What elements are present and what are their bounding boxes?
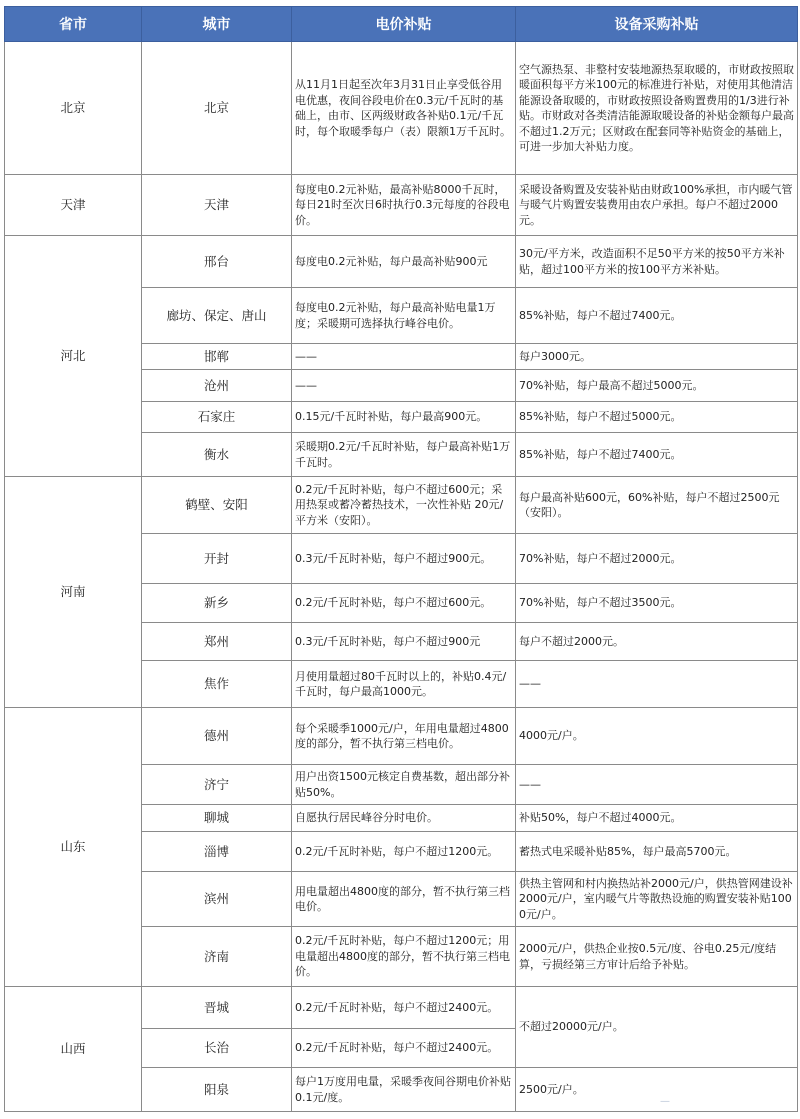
electricity-cell: 0.3元/千瓦时补贴，每户不超过900元 (292, 623, 516, 661)
equipment-cell: 空气源热泵、非整村安装地源热泵取暖的，市财政按照取暖面积每平方米100元的标准进行补贴，对使用其他清洁能源设备取暖的，市财政按照设备购置费用的1/3进行补贴。市财政对各类清洁能源取暖设备的补贴金额每户最高不超过1.2万元；区财政在配套同等补贴资金的基础上，可进一步加大补贴力度。 (516, 42, 798, 175)
equipment-cell: 2500元/户。 (516, 1068, 798, 1112)
equipment-cell: 每户最高补贴600元，60%补贴，每户不超过2500元（安阳）。 (516, 477, 798, 534)
electricity-cell: 每度电0.2元补贴，每户最高补贴电量1万度；采暖期可选择执行峰谷电价。 (292, 288, 516, 344)
electricity-cell: 用电量超出4800度的部分，暂不执行第三档电价。 (292, 872, 516, 927)
equipment-cell: 每户3000元。 (516, 344, 798, 370)
electricity-cell: 自愿执行居民峰谷分时电价。 (292, 805, 516, 832)
electricity-cell: 0.2元/千瓦时补贴，每户不超过1200元。 (292, 832, 516, 872)
electricity-cell: 0.2元/千瓦时补贴，每户不超过2400元。 (292, 1029, 516, 1068)
city-cell: 焦作 (142, 661, 292, 708)
subsidy-table (4, 6, 798, 1112)
equipment-cell: 70%补贴，每户最高不超过5000元。 (516, 370, 798, 402)
equipment-cell: 蓄热式电采暖补贴85%，每户最高5700元。 (516, 832, 798, 872)
electricity-cell: 每户1万度用电量，采暖季夜间谷期电价补贴0.1元/度。 (292, 1068, 516, 1112)
city-cell: 鹤壁、安阳 (142, 477, 292, 534)
province-cell: 河南 (5, 477, 142, 708)
electricity-cell: 每个采暖季1000元/户，年用电量超过4800度的部分，暂不执行第三档电价。 (292, 708, 516, 765)
equipment-cell: 不超过20000元/户。 (516, 987, 798, 1068)
header-province: 省市 (5, 7, 142, 42)
city-cell: 衡水 (142, 433, 292, 477)
city-cell: 长治 (142, 1029, 292, 1068)
electricity-cell: 0.2元/千瓦时补贴，每户不超过1200元；用电量超出4800度的部分，暂不执行第三档电价。 (292, 927, 516, 987)
equipment-cell: 采暖设备购置及安装补贴由财政100%承担，市内暖气管与暖气片购置安装费用由农户承担。每户不超过2000元。 (516, 175, 798, 236)
equipment-cell: 85%补贴，每户不超过5000元。 (516, 402, 798, 433)
province-cell: 山西 (5, 987, 142, 1112)
electricity-cell: 0.2元/千瓦时补贴，每户不超过2400元。 (292, 987, 516, 1029)
equipment-cell: 补贴50%，每户不超过4000元。 (516, 805, 798, 832)
equipment-cell: 70%补贴，每户不超过3500元。 (516, 584, 798, 623)
city-cell: 滨州 (142, 872, 292, 927)
province-cell: 北京 (5, 42, 142, 175)
city-cell: 淄博 (142, 832, 292, 872)
city-cell: 阳泉 (142, 1068, 292, 1112)
electricity-cell: 0.2元/千瓦时补贴，每户不超过600元；采用热泵或蓄冷蓄热技术，一次性补贴 20元/平方米（安阳）。 (292, 477, 516, 534)
table-header-row (5, 7, 798, 42)
city-cell: 天津 (142, 175, 292, 236)
electricity-cell: 每度电0.2元补贴，每户最高补贴900元 (292, 236, 516, 288)
city-cell: 石家庄 (142, 402, 292, 433)
table-row (5, 236, 798, 288)
city-cell: 晋城 (142, 987, 292, 1029)
equipment-cell: 2000元/户，供热企业按0.5元/度、谷电0.25元/度结算，亏损经第三方审计后给予补贴。 (516, 927, 798, 987)
table-row (5, 477, 798, 534)
equipment-cell: 85%补贴，每户不超过7400元。 (516, 288, 798, 344)
watermark: — (660, 1096, 671, 1107)
city-cell: 济宁 (142, 765, 292, 805)
electricity-cell: 0.15元/千瓦时补贴，每户最高900元。 (292, 402, 516, 433)
equipment-cell: —— (516, 661, 798, 708)
city-cell: 沧州 (142, 370, 292, 402)
city-cell: 德州 (142, 708, 292, 765)
equipment-cell: 供热主管网和村内换热站补2000元/户，供热管网建设补2000元/户，室内暖气片等散热设施的购置安装补贴1000元/户。 (516, 872, 798, 927)
electricity-cell: 0.3元/千瓦时补贴，每户不超过900元。 (292, 534, 516, 584)
table-row (5, 175, 798, 236)
table-row (5, 987, 798, 1029)
city-cell: 邢台 (142, 236, 292, 288)
electricity-cell: 从11月1日起至次年3月31日止享受低谷用电优惠，夜间谷段电价在0.3元/千瓦时的基础上，由市、区两级财政各补贴0.1元/千瓦时，每个取暖季每户（表）限额1万千瓦时。 (292, 42, 516, 175)
city-cell: 济南 (142, 927, 292, 987)
equipment-cell: 每户不超过2000元。 (516, 623, 798, 661)
header-electricity-subsidy: 电价补贴 (292, 7, 516, 42)
city-cell: 开封 (142, 534, 292, 584)
city-cell: 新乡 (142, 584, 292, 623)
electricity-cell: —— (292, 370, 516, 402)
equipment-cell: —— (516, 765, 798, 805)
city-cell: 聊城 (142, 805, 292, 832)
electricity-cell: —— (292, 344, 516, 370)
electricity-cell: 月使用量超过80千瓦时以上的，补贴0.4元/千瓦时，每户最高1000元。 (292, 661, 516, 708)
electricity-cell: 用户出资1500元核定自费基数，超出部分补贴50%。 (292, 765, 516, 805)
electricity-cell: 0.2元/千瓦时补贴，每户不超过600元。 (292, 584, 516, 623)
city-cell: 郑州 (142, 623, 292, 661)
city-cell: 廊坊、保定、唐山 (142, 288, 292, 344)
equipment-cell: 30元/平方米，改造面积不足50平方米的按50平方米补贴，超过100平方米的按100平方米补贴。 (516, 236, 798, 288)
province-cell: 山东 (5, 708, 142, 987)
header-city: 城市 (142, 7, 292, 42)
table-row (5, 708, 798, 765)
header-equipment-subsidy: 设备采购补贴 (516, 7, 798, 42)
city-cell: 北京 (142, 42, 292, 175)
electricity-cell: 采暖期0.2元/千瓦时补贴，每户最高补贴1万千瓦时。 (292, 433, 516, 477)
equipment-cell: 70%补贴，每户不超过2000元。 (516, 534, 798, 584)
city-cell: 邯郸 (142, 344, 292, 370)
equipment-cell: 85%补贴，每户不超过7400元。 (516, 433, 798, 477)
electricity-cell: 每度电0.2元补贴，最高补贴8000千瓦时，每日21时至次日6时执行0.3元每度的谷段电价。 (292, 175, 516, 236)
province-cell: 天津 (5, 175, 142, 236)
province-cell: 河北 (5, 236, 142, 477)
table-row (5, 42, 798, 175)
equipment-cell: 4000元/户。 (516, 708, 798, 765)
